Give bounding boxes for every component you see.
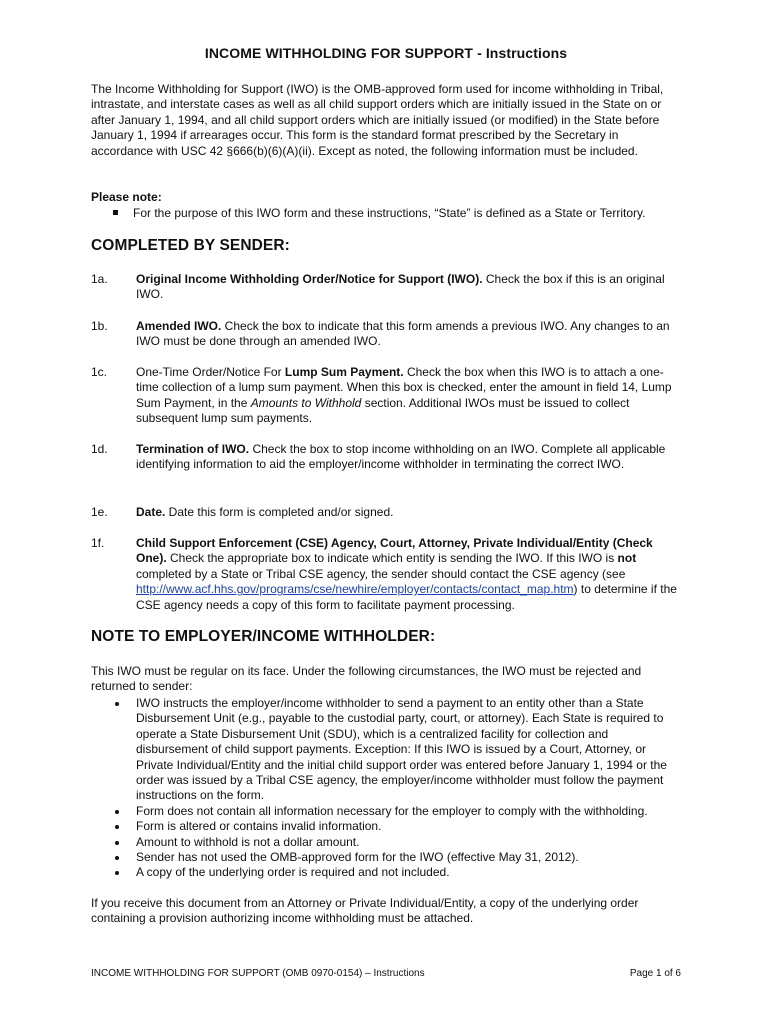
- bullet-icon: [115, 871, 119, 875]
- item-number: 1b.: [91, 319, 108, 333]
- item-text: Original Income Withholding Order/Notice for Support (IWO). Check the box if this is an original IWO.: [136, 272, 665, 302]
- item-text: Date. Date this form is completed and/or signed.: [136, 505, 394, 519]
- sender-heading: COMPLETED BY SENDER:: [91, 237, 290, 254]
- bullet-icon: [115, 841, 119, 845]
- please-note-label: Please note:: [91, 190, 162, 204]
- bullet-icon: [115, 810, 119, 814]
- please-note-bullet: [113, 206, 693, 221]
- list-item: IWO instructs the employer/income withholder to send a payment to an entity other than a State Disbursement Unit (e.g., payable to the custodial party, court, or attorney). Each State is required to operate a State Disbursement Unit (SDU), which is a centralized facility for collection and disbursement of child support payments. Exception: If this IWO is issued by a Court, Attorney, or Private Individual/Entity and the initial child support order was entered before January 1, 1994 or the order was issued by a Tribal CSE agency, the employer/income withholder must follow the payment instructions on the form.: [109, 696, 681, 804]
- bullet-icon: [115, 702, 119, 706]
- footer-page-number: Page 1 of 6: [629, 968, 681, 979]
- bullet-icon: [115, 825, 119, 829]
- closing-paragraph: If you receive this document from an Attorney or Private Individual/Entity, a copy of the underlying order containing a provision authorizing income withholding must be attached.: [91, 896, 639, 926]
- employer-heading: NOTE TO EMPLOYER/INCOME WITHHOLDER:: [91, 628, 436, 645]
- list-item: A copy of the underlying order is required and not included.: [109, 865, 681, 880]
- item-number: 1a.: [91, 272, 108, 286]
- list-item: Form is altered or contains invalid information.: [109, 819, 681, 834]
- item-number: 1e.: [91, 505, 108, 519]
- item-number: 1c.: [91, 365, 108, 379]
- footer-form-title: INCOME WITHHOLDING FOR SUPPORT (OMB 0970-0154) – Instructions: [91, 968, 425, 979]
- item-text: Amended IWO. Check the box to indicate that this form amends a previous IWO. Any changes to an IWO must be done through an amended IWO.: [136, 319, 670, 349]
- bullet-icon: [115, 856, 119, 860]
- item-text: Child Support Enforcement (CSE) Agency, Court, Attorney, Private Individual/Entity (Check One). Check the appropriate box to indicate which entity is sending the IWO. If this IWO is not completed by a State or Tribal CSE agency, the sender should contact the CSE agency (see http://www.acf.hhs.gov/programs/cse/newhire/employer/contacts/contact_map.htm) to determine if the CSE agency needs a copy of this form to facilitate payment processing.: [136, 536, 677, 612]
- item-title: Original Income Withholding Order/Notice for Support (IWO).: [136, 272, 483, 286]
- item-title: Date.: [136, 505, 166, 519]
- item-text: Termination of IWO. Check the box to stop income withholding on an IWO. Complete all applicable identifying information to aid the employer/income withholder in terminating the correct IWO.: [136, 442, 666, 472]
- item-title: Child Support Enforcement (CSE) Agency, Court, Attorney, Private Individual/Entity (Check One).: [136, 536, 653, 566]
- cse-contact-map-link[interactable]: http://www.acf.hhs.gov/programs/cse/newhire/employer/contacts/contact_map.htm: [136, 582, 574, 597]
- rejection-list: [109, 696, 681, 881]
- page-title: INCOME WITHHOLDING FOR SUPPORT - Instructions: [204, 45, 568, 61]
- square-bullet-icon: [113, 210, 118, 215]
- please-note-text: For the purpose of this IWO form and these instructions, “State” is defined as a State or Territory.: [133, 206, 646, 220]
- list-item: Sender has not used the OMB-approved form for the IWO (effective May 31, 2012).: [109, 850, 681, 865]
- item-number: 1f.: [91, 536, 105, 550]
- item-title: Amended IWO.: [136, 319, 222, 333]
- list-item: Form does not contain all information necessary for the employer to comply with the withholding.: [109, 804, 681, 819]
- intro-paragraph: The Income Withholding for Support (IWO) is the OMB-approved form used for income withholding in Tribal, intrastate, and interstate cases as well as all child support orders which are initially issued in the State on or after January 1, 1994, and all child support orders which are initially issued (or modified) in the State before January 1, 1994 if arrearages occur. This form is the standard format prescribed by the Secretary in accordance with USC 42 §666(b)(6)(A)(ii). Except as noted, the following information must be included.: [91, 82, 664, 158]
- item-number: 1d.: [91, 442, 108, 456]
- employer-intro: This IWO must be regular on its face. Under the following circumstances, the IWO must be rejected and returned to sender:: [91, 664, 642, 694]
- list-item: Amount to withhold is not a dollar amount.: [109, 835, 681, 850]
- item-text: One-Time Order/Notice For Lump Sum Payment. Check the box when this IWO is to attach a one-time collection of a lump sum payment. When this box is checked, enter the amount in field 14, Lump Sum Payment, in the Amounts to Withhold section. Additional IWOs must be issued to collect subsequent lump sum payments.: [136, 365, 672, 426]
- item-title: Termination of IWO.: [136, 442, 250, 456]
- item-title: Lump Sum Payment.: [284, 365, 404, 379]
